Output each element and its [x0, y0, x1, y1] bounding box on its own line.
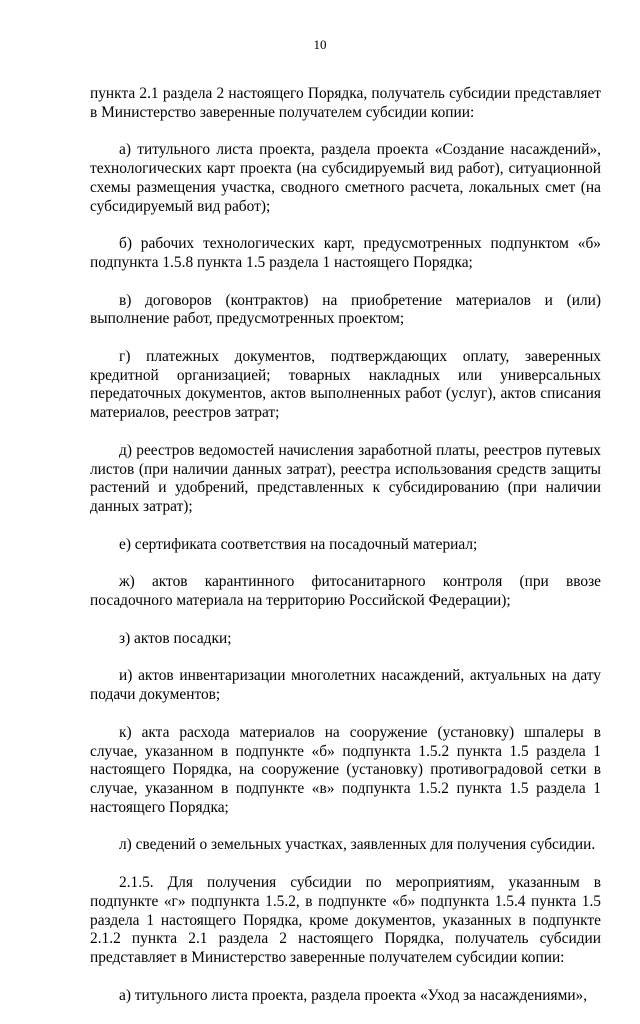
paragraph-item-l: л) сведений о земельных участках, заявленных для получения субсидии. [119, 836, 596, 854]
paragraph-item-v: в) договоров (контрактов) на приобретение материалов и (или) выполнение работ, предусмотренных проектом; [90, 291, 601, 328]
paragraph-item-zh: ж) актов карантинного фитосанитарного контроля (при ввозе посадочного материала на территорию Российской Федерации); [90, 573, 601, 610]
paragraph-section-2-1-5: 2.1.5. Для получения субсидии по мероприятиям, указанным в подпункте «г» подпункта 1.5.2, в подпункте «б» подпункта 1.5.4 пункта 1.5 раздела 1 настоящего Порядка, кроме документов, указанных в подпункте 2.1.2 пункта 2.1 раздела 2 настоящего Порядка, получатель субсидии представляет в Министерство заверенные получателем субсидии копии: [90, 874, 601, 966]
paragraph-item-a-continued: а) титульного листа проекта, раздела проекта «Уход за насаждениями», [119, 986, 588, 1004]
document-body [90, 85, 601, 1024]
paragraph-item-i: и) актов инвентаризации многолетних насаждений, актуальных на дату подачи документов; [90, 667, 601, 704]
paragraph-intro: пункта 2.1 раздела 2 настоящего Порядка, получатель субсидии представляет в Министерство заверенные получателем субсидии копии: [90, 85, 601, 121]
paragraph-item-a: а) титульного листа проекта, раздела проекта «Создание насаждений», технологических карт проекта (на субсидируемый вид работ), ситуационной схемы размещения участка, сводного сметного расчета, локальных смет (на субсидируемый вид работ); [90, 141, 601, 215]
page-number: 10 [313, 37, 327, 52]
paragraph-item-d: д) реестров ведомостей начисления заработной платы, реестров путевых листов (при наличии данных затрат), реестра использования средств защиты растений и удобрений, представленных к субсидированию (при наличии данных затрат); [90, 441, 601, 515]
paragraph-item-g: г) платежных документов, подтверждающих оплату, заверенных кредитной организацией; товарных накладных или универсальных передаточных документов, актов выполненных работ (услуг), актов списания материалов, реестров затрат; [90, 348, 601, 422]
paragraph-item-z: з) актов посадки; [119, 629, 232, 647]
paragraph-item-k: к) акта расхода материалов на сооружение (установку) шпалеры в случае, указанном в подпункте «б» подпункта 1.5.2 пункта 1.5 раздела 1 настоящего Порядка, на сооружение (установку) противоградовой сетки в случае, указанном в подпункте «в» подпункта 1.5.2 пункта 1.5 раздела 1 настоящего Порядка; [90, 723, 601, 816]
paragraph-item-e: е) сертификата соответствия на посадочный материал; [119, 535, 478, 553]
paragraph-item-b: б) рабочих технологических карт, предусмотренных подпунктом «б» подпункта 1.5.8 пункта 1.5 раздела 1 настоящего Порядка; [90, 235, 601, 271]
